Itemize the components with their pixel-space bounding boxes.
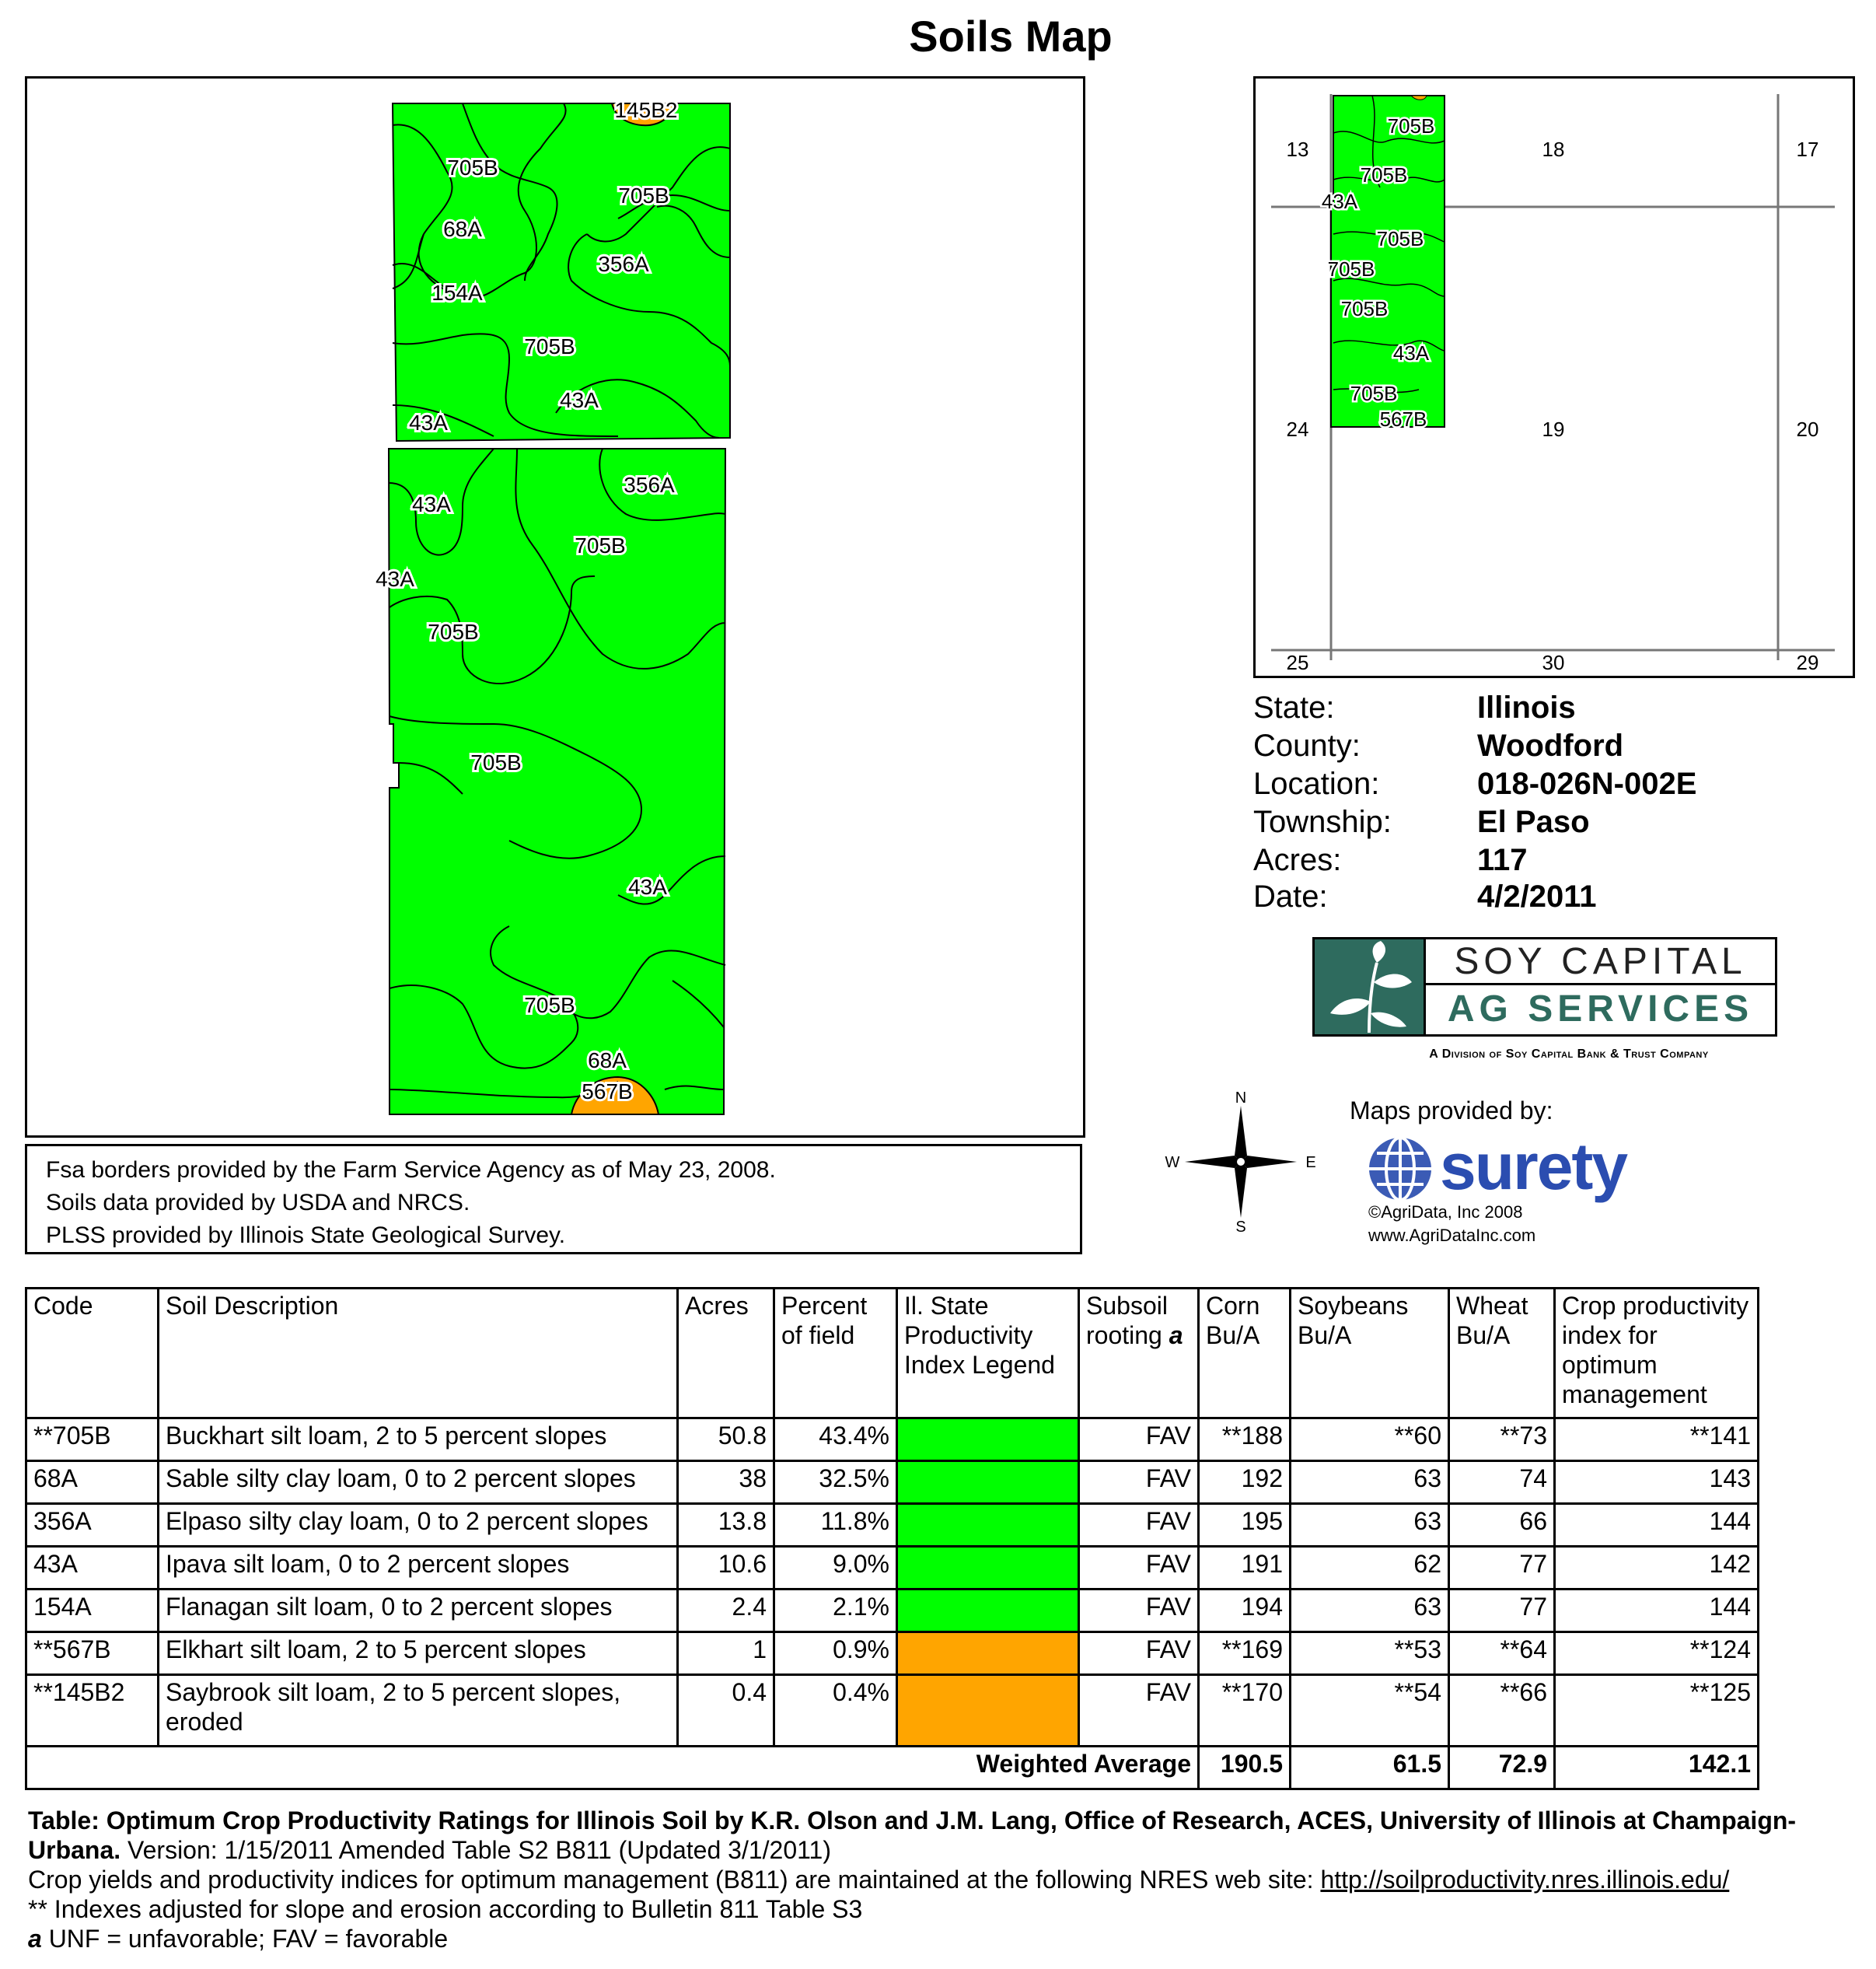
info-value: El Paso xyxy=(1477,805,1590,839)
map-label: 705B xyxy=(524,993,575,1017)
soils-map-canvas xyxy=(27,79,1083,1135)
cell-legend-swatch xyxy=(897,1461,1079,1504)
cell-description: Elpaso silty clay loam, 0 to 2 percent slopes xyxy=(159,1504,678,1547)
locator-label: 705B xyxy=(1327,257,1375,281)
soils-table xyxy=(25,1287,1759,1790)
section-number: 20 xyxy=(1796,418,1819,441)
cell-code: 154A xyxy=(26,1590,159,1632)
table-row xyxy=(26,1547,1759,1590)
section-number: 19 xyxy=(1542,418,1565,441)
weighted-average-label: Weighted Average xyxy=(26,1747,1199,1789)
cell-acres: 13.8 xyxy=(678,1504,774,1547)
cell-description: Elkhart silt loam, 2 to 5 percent slopes xyxy=(159,1632,678,1675)
cell-soybeans: 63 xyxy=(1291,1504,1449,1547)
footer-website-link[interactable]: http://soilproductivity.nres.illinois.edu/ xyxy=(1320,1866,1730,1894)
cell-cpi: 144 xyxy=(1555,1504,1759,1547)
cell-legend-swatch xyxy=(897,1590,1079,1632)
map-label: 705B xyxy=(447,156,498,180)
footer-notes xyxy=(28,1806,1871,1953)
footer-version: Version: 1/15/2011 Amended Table S2 B811 (Updated 3/1/2011) xyxy=(121,1836,831,1864)
cell-description: Buckhart silt loam, 2 to 5 percent slopes xyxy=(159,1418,678,1461)
main-soils-map[interactable] xyxy=(25,76,1085,1138)
weighted-wheat: 72.9 xyxy=(1449,1747,1555,1789)
map-label: 705B xyxy=(470,750,522,775)
footer-rooting-a: a xyxy=(28,1925,42,1953)
cell-wheat: 74 xyxy=(1449,1461,1555,1504)
locator-label: 705B xyxy=(1360,163,1408,187)
logo-line1-box xyxy=(1426,937,1777,985)
cell-soybeans: 63 xyxy=(1291,1590,1449,1632)
cell-acres: 38 xyxy=(678,1461,774,1504)
cell-corn: **170 xyxy=(1199,1675,1291,1747)
soy-capital-logo xyxy=(1312,937,1777,1069)
cell-cpi: **141 xyxy=(1555,1418,1759,1461)
table-header-row xyxy=(26,1289,1759,1418)
compass-rose xyxy=(1163,1090,1319,1233)
map-label: 705B xyxy=(575,533,626,558)
table-row xyxy=(26,1461,1759,1504)
logo-leaf-icon xyxy=(1312,937,1426,1037)
cell-description: Sable silty clay loam, 0 to 2 percent slopes xyxy=(159,1461,678,1504)
locator-label: 705B xyxy=(1387,114,1435,138)
cell-acres: 50.8 xyxy=(678,1418,774,1461)
header-description: Soil Description xyxy=(159,1289,678,1418)
cell-soybeans: **60 xyxy=(1291,1418,1449,1461)
map-label: 356A xyxy=(624,473,675,497)
weighted-cpi: 142.1 xyxy=(1555,1747,1759,1789)
cell-percent: 11.8% xyxy=(774,1504,897,1547)
cell-wheat: **73 xyxy=(1449,1418,1555,1461)
header-wheat: Wheat Bu/A xyxy=(1449,1289,1555,1418)
cell-code: **567B xyxy=(26,1632,159,1675)
cell-code: 356A xyxy=(26,1504,159,1547)
logo-line1: SOY CAPITAL xyxy=(1454,941,1747,982)
cell-rooting: FAV xyxy=(1079,1504,1199,1547)
info-label: Acres: xyxy=(1253,843,1342,877)
credits-box xyxy=(25,1144,1082,1254)
cell-cpi: 142 xyxy=(1555,1547,1759,1590)
cell-percent: 0.4% xyxy=(774,1675,897,1747)
cell-rooting: FAV xyxy=(1079,1632,1199,1675)
cell-corn: 195 xyxy=(1199,1504,1291,1547)
locator-label: 43A xyxy=(1321,190,1358,213)
table-row xyxy=(26,1632,1759,1675)
weighted-average-row xyxy=(26,1747,1759,1789)
map-label: 68A xyxy=(443,217,482,241)
map-label: 43A xyxy=(560,388,599,412)
cell-rooting: FAV xyxy=(1079,1547,1199,1590)
cell-code: **705B xyxy=(26,1418,159,1461)
surety-wordmark: surety xyxy=(1440,1130,1627,1203)
locator-label: 43A xyxy=(1392,341,1430,365)
header-percent: Percent of field xyxy=(774,1289,897,1418)
map-label: 705B xyxy=(428,620,479,644)
info-value: 117 xyxy=(1477,843,1528,877)
footer-website-line xyxy=(28,1865,1871,1894)
cell-soybeans: 63 xyxy=(1291,1461,1449,1504)
footer-citation xyxy=(28,1806,1871,1865)
cell-percent: 0.9% xyxy=(774,1632,897,1675)
cell-soybeans: **54 xyxy=(1291,1675,1449,1747)
page-title: Soils Map xyxy=(909,12,1113,61)
info-label: State: xyxy=(1253,691,1335,725)
cell-code: 43A xyxy=(26,1547,159,1590)
section-number: 24 xyxy=(1286,418,1309,441)
locator-label: 705B xyxy=(1376,227,1424,250)
map-label: 43A xyxy=(409,411,448,435)
info-label: Date: xyxy=(1253,880,1328,914)
footer-rooting-note xyxy=(28,1924,1871,1953)
cell-wheat: 66 xyxy=(1449,1504,1555,1547)
footer-index-note: ** Indexes adjusted for slope and erosion according to Bulletin 811 Table S3 xyxy=(28,1895,863,1923)
cell-wheat: 77 xyxy=(1449,1547,1555,1590)
header-subsoil xyxy=(1079,1289,1199,1418)
cell-cpi: 143 xyxy=(1555,1461,1759,1504)
logo-line2-box xyxy=(1426,985,1777,1037)
credit-line: Soils data provided by USDA and NRCS. xyxy=(46,1190,470,1215)
map-label: 356A xyxy=(598,252,649,276)
cell-acres: 0.4 xyxy=(678,1675,774,1747)
cell-corn: 194 xyxy=(1199,1590,1291,1632)
surety-website[interactable]: www.AgriDataInc.com xyxy=(1368,1226,1536,1245)
header-acres: Acres xyxy=(678,1289,774,1418)
info-value: Woodford xyxy=(1477,729,1624,763)
compass-n: N xyxy=(1235,1090,1247,1107)
locator-label: 705B xyxy=(1340,297,1389,320)
surety-copyright: ©AgriData, Inc 2008 xyxy=(1368,1202,1523,1222)
footer-rooting-text: UNF = unfavorable; FAV = favorable xyxy=(41,1925,449,1953)
weighted-corn: 190.5 xyxy=(1199,1747,1291,1789)
info-value: 018-026N-002E xyxy=(1477,767,1697,801)
cell-legend-swatch xyxy=(897,1632,1079,1675)
cell-description: Flanagan silt loam, 0 to 2 percent slopes xyxy=(159,1590,678,1632)
cell-percent: 9.0% xyxy=(774,1547,897,1590)
info-label: Township: xyxy=(1253,805,1392,839)
locator-map[interactable] xyxy=(1253,76,1855,678)
table-row xyxy=(26,1418,1759,1461)
cell-code: **145B2 xyxy=(26,1675,159,1747)
footer-website-prefix: Crop yields and productivity indices for optimum management (B811) are maintained at the following NRES web site: xyxy=(28,1866,1321,1894)
cell-rooting: FAV xyxy=(1079,1590,1199,1632)
cell-wheat: 77 xyxy=(1449,1590,1555,1632)
info-value: 4/2/2011 xyxy=(1477,880,1597,914)
header-code: Code xyxy=(26,1289,159,1418)
cell-percent: 2.1% xyxy=(774,1590,897,1632)
cell-corn: **169 xyxy=(1199,1632,1291,1675)
map-label: 145B2 xyxy=(614,98,678,122)
compass-e: E xyxy=(1305,1154,1316,1171)
compass-w: W xyxy=(1165,1154,1180,1171)
header-legend: Il. State Productivity Index Legend xyxy=(897,1289,1079,1418)
cell-legend-swatch xyxy=(897,1418,1079,1461)
cell-acres: 2.4 xyxy=(678,1590,774,1632)
section-number: 29 xyxy=(1796,651,1819,674)
cell-wheat: **64 xyxy=(1449,1632,1555,1675)
section-number: 30 xyxy=(1542,651,1565,674)
info-label: Location: xyxy=(1253,767,1380,801)
cell-legend-swatch xyxy=(897,1504,1079,1547)
info-value: Illinois xyxy=(1477,691,1576,725)
map-label: 154A xyxy=(431,281,483,305)
locator-label: 705B xyxy=(1350,382,1398,405)
table-row xyxy=(26,1675,1759,1747)
header-subsoil-text: Subsoil rooting xyxy=(1086,1292,1168,1349)
cell-rooting: FAV xyxy=(1079,1461,1199,1504)
cell-code: 68A xyxy=(26,1461,159,1504)
footer-citation-bold: Table: Optimum Crop Productivity Ratings for Illinois Soil by K.R. Olson and J.M. Lang, Office of Research, ACES, University of Illinois at Champaign-Urbana. xyxy=(28,1806,1797,1864)
section-number: 25 xyxy=(1286,651,1309,674)
map-label: 705B xyxy=(524,334,575,358)
logo-tagline: A Division of Soy Capital Bank & Trust Company xyxy=(1429,1047,1709,1061)
map-label: 43A xyxy=(376,567,414,591)
cell-description: Saybrook silt loam, 2 to 5 percent slopes, eroded xyxy=(159,1675,678,1747)
cell-cpi: 144 xyxy=(1555,1590,1759,1632)
info-label: County: xyxy=(1253,729,1361,763)
cell-corn: 192 xyxy=(1199,1461,1291,1504)
header-soybeans: Soybeans Bu/A xyxy=(1291,1289,1449,1418)
maps-provided-by: Maps provided by: xyxy=(1350,1096,1553,1124)
cell-percent: 43.4% xyxy=(774,1418,897,1461)
locator-label: 567B xyxy=(1379,407,1427,431)
credit-line: PLSS provided by Illinois State Geological Survey. xyxy=(46,1222,566,1248)
header-cpi: Crop productivity index for optimum management xyxy=(1555,1289,1759,1418)
map-label: 68A xyxy=(588,1048,627,1072)
map-label: 43A xyxy=(412,492,451,516)
cell-legend-swatch xyxy=(897,1547,1079,1590)
cell-wheat: **66 xyxy=(1449,1675,1555,1747)
cell-legend-swatch xyxy=(897,1675,1079,1747)
header-subsoil-footnote: a xyxy=(1169,1321,1183,1349)
cell-percent: 32.5% xyxy=(774,1461,897,1504)
cell-acres: 10.6 xyxy=(678,1547,774,1590)
section-number: 17 xyxy=(1796,138,1819,161)
compass-star-icon xyxy=(1185,1106,1297,1218)
surety-globe-icon xyxy=(1365,1134,1435,1204)
cell-corn: **188 xyxy=(1199,1418,1291,1461)
cell-soybeans: 62 xyxy=(1291,1547,1449,1590)
cell-cpi: **124 xyxy=(1555,1632,1759,1675)
cell-corn: 191 xyxy=(1199,1547,1291,1590)
cell-description: Ipava silt loam, 0 to 2 percent slopes xyxy=(159,1547,678,1590)
section-number: 13 xyxy=(1286,138,1309,161)
weighted-soybeans: 61.5 xyxy=(1291,1747,1449,1789)
table-row xyxy=(26,1590,1759,1632)
section-number: 18 xyxy=(1542,138,1565,161)
map-label: 567B xyxy=(582,1079,633,1103)
credit-line: Fsa borders provided by the Farm Service Agency as of May 23, 2008. xyxy=(46,1157,776,1183)
compass-s: S xyxy=(1235,1219,1246,1233)
cell-acres: 1 xyxy=(678,1632,774,1675)
locator-map-canvas xyxy=(1256,79,1853,676)
map-label: 705B xyxy=(618,184,669,208)
cell-rooting: FAV xyxy=(1079,1675,1199,1747)
logo-line2: AG SERVICES xyxy=(1447,988,1754,1030)
cell-rooting: FAV xyxy=(1079,1418,1199,1461)
header-corn: Corn Bu/A xyxy=(1199,1289,1291,1418)
map-label: 43A xyxy=(628,875,667,899)
surety-logo[interactable] xyxy=(1365,1130,1692,1204)
cell-soybeans: **53 xyxy=(1291,1632,1449,1675)
table-row xyxy=(26,1504,1759,1547)
cell-cpi: **125 xyxy=(1555,1675,1759,1747)
